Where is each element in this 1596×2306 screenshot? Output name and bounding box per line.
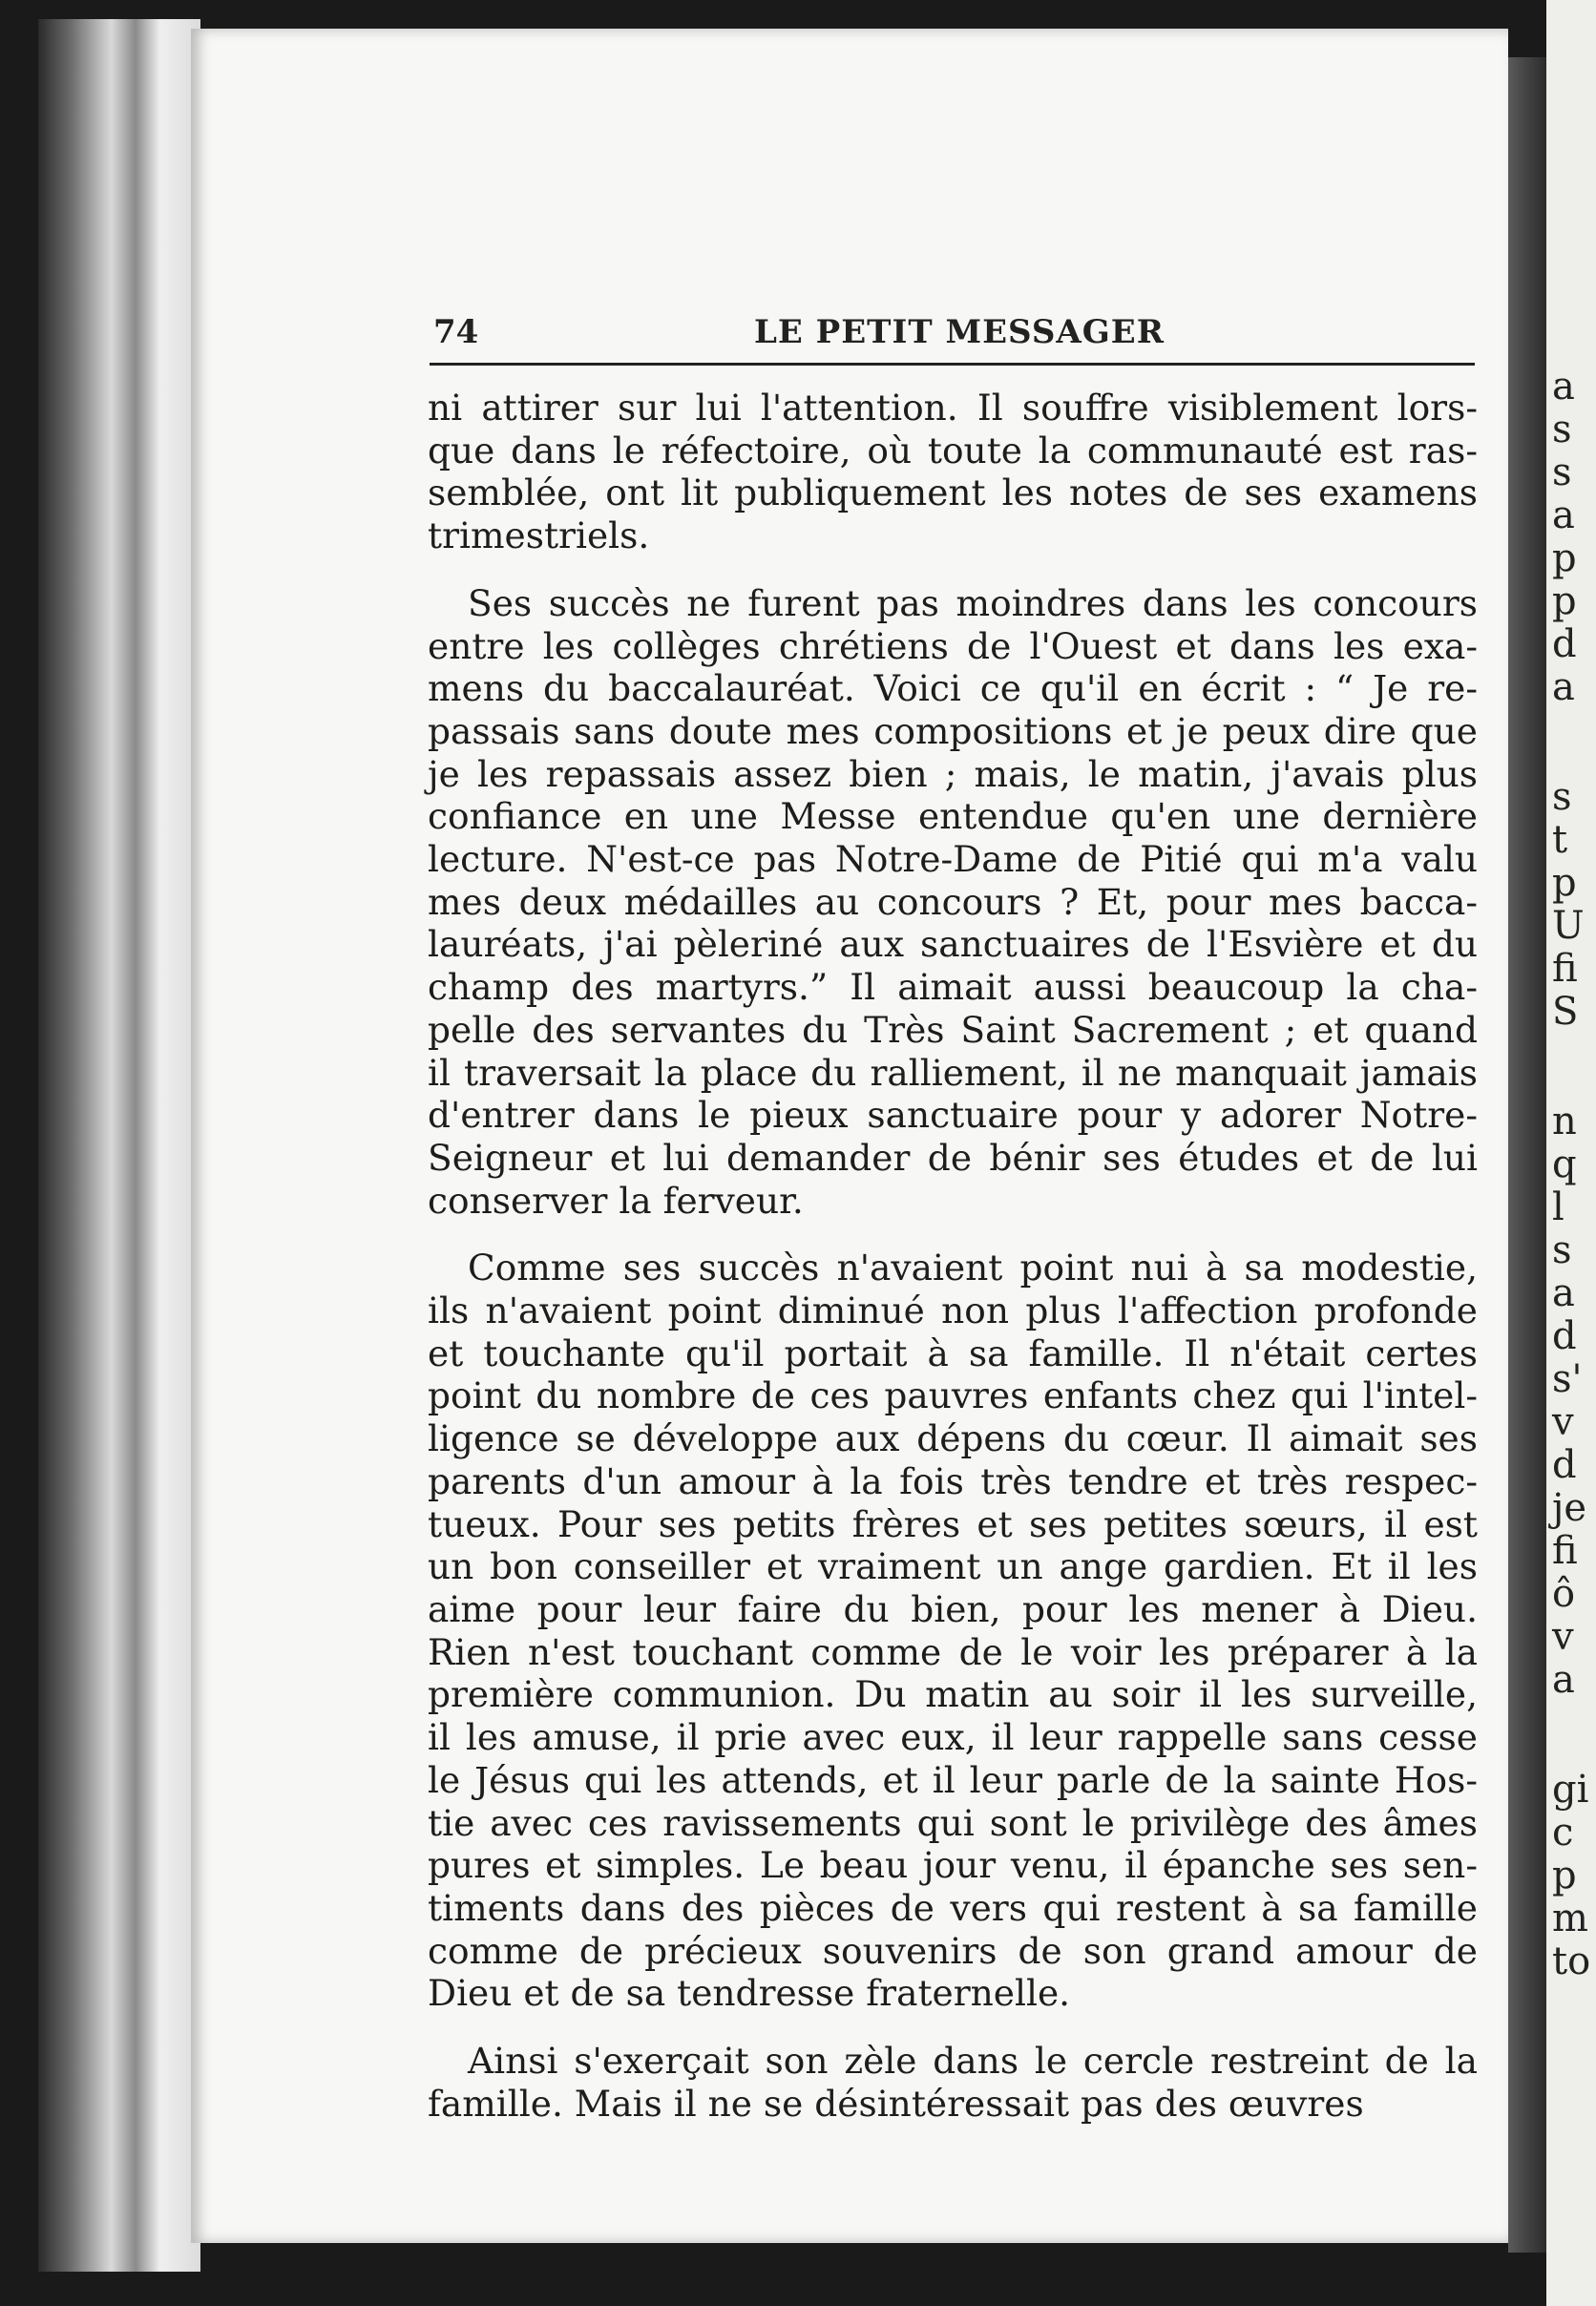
facing-page-fragment: p	[1552, 579, 1577, 623]
text-line: d'entrer dans le pieux sanctuaire pour y adorer Notre-	[428, 1094, 1478, 1137]
facing-page-fragment: a	[1552, 493, 1575, 537]
text-line: Rien n'est touchant comme de le voir les préparer à la	[428, 1630, 1478, 1673]
facing-page-fragment: s'	[1552, 1357, 1583, 1401]
facing-page-fragment: ô	[1552, 1572, 1576, 1616]
text-line: il les amuse, il prie avec eux, il leur rappelle sans cesse	[428, 1716, 1478, 1759]
text-line: champ des martyrs.” Il aimait aussi beaucoup la cha-	[428, 966, 1478, 1009]
facing-page-fragment: U	[1552, 904, 1585, 948]
text-line: comme de précieux souvenirs de son grand amour de	[428, 1929, 1478, 1972]
text-line: parents d'un amour à la fois très tendre et très respec-	[428, 1459, 1478, 1502]
paragraph-gap	[428, 2015, 1478, 2040]
text-line: ni attirer sur lui l'attention. Il souffre visiblement lors-	[428, 387, 1478, 429]
text-line: Seigneur et lui demander de bénir ses études et de lui	[428, 1136, 1478, 1179]
facing-page-fragment: a	[1552, 665, 1575, 709]
text-line: mes deux médailles au concours ? Et, pour mes bacca-	[428, 880, 1478, 923]
text-line: que dans le réfectoire, où toute la communauté est ras-	[428, 429, 1478, 472]
text-line: pelle des servantes du Très Saint Sacrement ; et quand	[428, 1008, 1478, 1051]
page-gutter-shadow	[1508, 57, 1546, 2253]
text-line: Comme ses succès n'avaient point nui à sa modestie,	[468, 1247, 1478, 1289]
text-line: aime pour leur faire du bien, pour les mener à Dieu.	[428, 1587, 1478, 1630]
text-line: pures et simples. Le beau jour venu, il épanche ses sen-	[428, 1844, 1478, 1887]
paragraph	[428, 387, 1478, 557]
text-line: lauréats, j'ai pèleriné aux sanctuaires de l'Esvière et du	[428, 923, 1478, 966]
body-text	[428, 387, 1478, 2125]
facing-page-fragment: c	[1552, 1811, 1574, 1855]
facing-page-fragment: to	[1552, 1939, 1591, 1983]
facing-page-fragment: S	[1552, 990, 1579, 1034]
facing-page-fragment: je	[1552, 1486, 1587, 1530]
facing-page-fragment: p	[1552, 1854, 1577, 1897]
facing-page-fragment: d	[1552, 1314, 1577, 1358]
paragraph	[428, 1247, 1478, 2015]
facing-page-fragment: fi	[1552, 947, 1578, 991]
text-line: famille. Mais il ne se désintéressait pas des œuvres	[428, 2082, 1364, 2125]
facing-page-fragment: v	[1552, 1615, 1574, 1659]
text-line: le Jésus qui les attends, et il leur parle de la sainte Hos-	[428, 1758, 1478, 1801]
facing-page-fragment: p	[1552, 861, 1577, 905]
text-line: Ainsi s'exerçait son zèle dans le cercle restreint de la	[468, 2040, 1478, 2083]
text-line: mens du baccalauréat. Voici ce qu'il en écrit : “ Je re-	[428, 667, 1478, 710]
facing-page-fragment: s	[1552, 1228, 1572, 1272]
facing-page-fragment: s	[1552, 408, 1572, 451]
running-title: LE PETIT MESSAGER	[754, 313, 1165, 351]
text-line: timents dans des pièces de vers qui restent à sa famille	[428, 1886, 1478, 1929]
facing-page-fragment: v	[1552, 1400, 1574, 1444]
text-line: et touchante qu'il portait à sa famille. Il n'était certes	[428, 1331, 1478, 1374]
facing-page-fragment: t	[1552, 818, 1568, 862]
text-line: passais sans doute mes compositions et je peux dire que	[428, 709, 1478, 752]
text-line: il traversait la place du ralliement, il ne manquait jamais	[428, 1051, 1478, 1094]
paragraph	[428, 582, 1478, 1223]
facing-page-fragment: a	[1552, 1271, 1575, 1315]
facing-page-fragment: p	[1552, 536, 1577, 580]
page-header	[430, 305, 1475, 366]
text-line: un bon conseiller et vraiment un ange gardien. Et il les	[428, 1545, 1478, 1588]
text-line: Ses succès ne furent pas moindres dans les concours	[468, 581, 1478, 624]
facing-page-fragment: s	[1552, 451, 1572, 494]
facing-page-fragment: n	[1552, 1100, 1577, 1143]
facing-page-fragment: a	[1552, 1658, 1575, 1702]
facing-page-fragment: d	[1552, 622, 1577, 666]
text-line: première communion. Du matin au soir il les surveille,	[428, 1673, 1478, 1716]
facing-page-fragment: gi	[1552, 1768, 1589, 1812]
text-line: point du nombre de ces pauvres enfants chez qui l'intel-	[428, 1374, 1478, 1417]
text-line: tueux. Pour ses petits frères et ses petites sœurs, il est	[428, 1502, 1478, 1545]
page-number: 74	[433, 313, 479, 351]
text-line: lecture. N'est-ce pas Notre-Dame de Pitié qui m'a valu	[428, 838, 1478, 881]
text-line: trimestriels.	[428, 514, 650, 557]
facing-page-fragment: s	[1552, 775, 1572, 819]
text-line: conserver la ferveur.	[428, 1179, 804, 1222]
text-line: semblée, ont lit publiquement les notes de ses examens	[428, 472, 1478, 514]
facing-page-fragment: a	[1552, 365, 1575, 409]
paragraph	[428, 2040, 1478, 2125]
text-line: tie avec ces ravissements qui sont le privilège des âmes	[428, 1801, 1478, 1844]
paragraph-gap	[428, 557, 1478, 582]
facing-page-fragment: l	[1552, 1185, 1564, 1229]
text-line: Dieu et de sa tendresse fraternelle.	[428, 1972, 1071, 2015]
text-line: ils n'avaient point diminué non plus l'affection profonde	[428, 1289, 1478, 1332]
facing-page-fragment: q	[1552, 1143, 1577, 1186]
text-line: ligence se développe aux dépens du cœur. Il aimait ses	[428, 1417, 1478, 1460]
facing-page-fragment: fi	[1552, 1529, 1578, 1573]
book-binding-edge	[38, 19, 200, 2272]
text-line: entre les collèges chrétiens de l'Ouest et dans les exa-	[428, 624, 1478, 667]
facing-page-edge	[1546, 0, 1596, 2306]
facing-page-fragment: m	[1552, 1897, 1588, 1940]
text-line: je les repassais assez bien ; mais, le matin, j'avais plus	[428, 752, 1478, 795]
text-line: confiance en une Messe entendue qu'en une dernière	[428, 795, 1478, 838]
paragraph-gap	[428, 1222, 1478, 1247]
facing-page-fragment: d	[1552, 1443, 1577, 1487]
